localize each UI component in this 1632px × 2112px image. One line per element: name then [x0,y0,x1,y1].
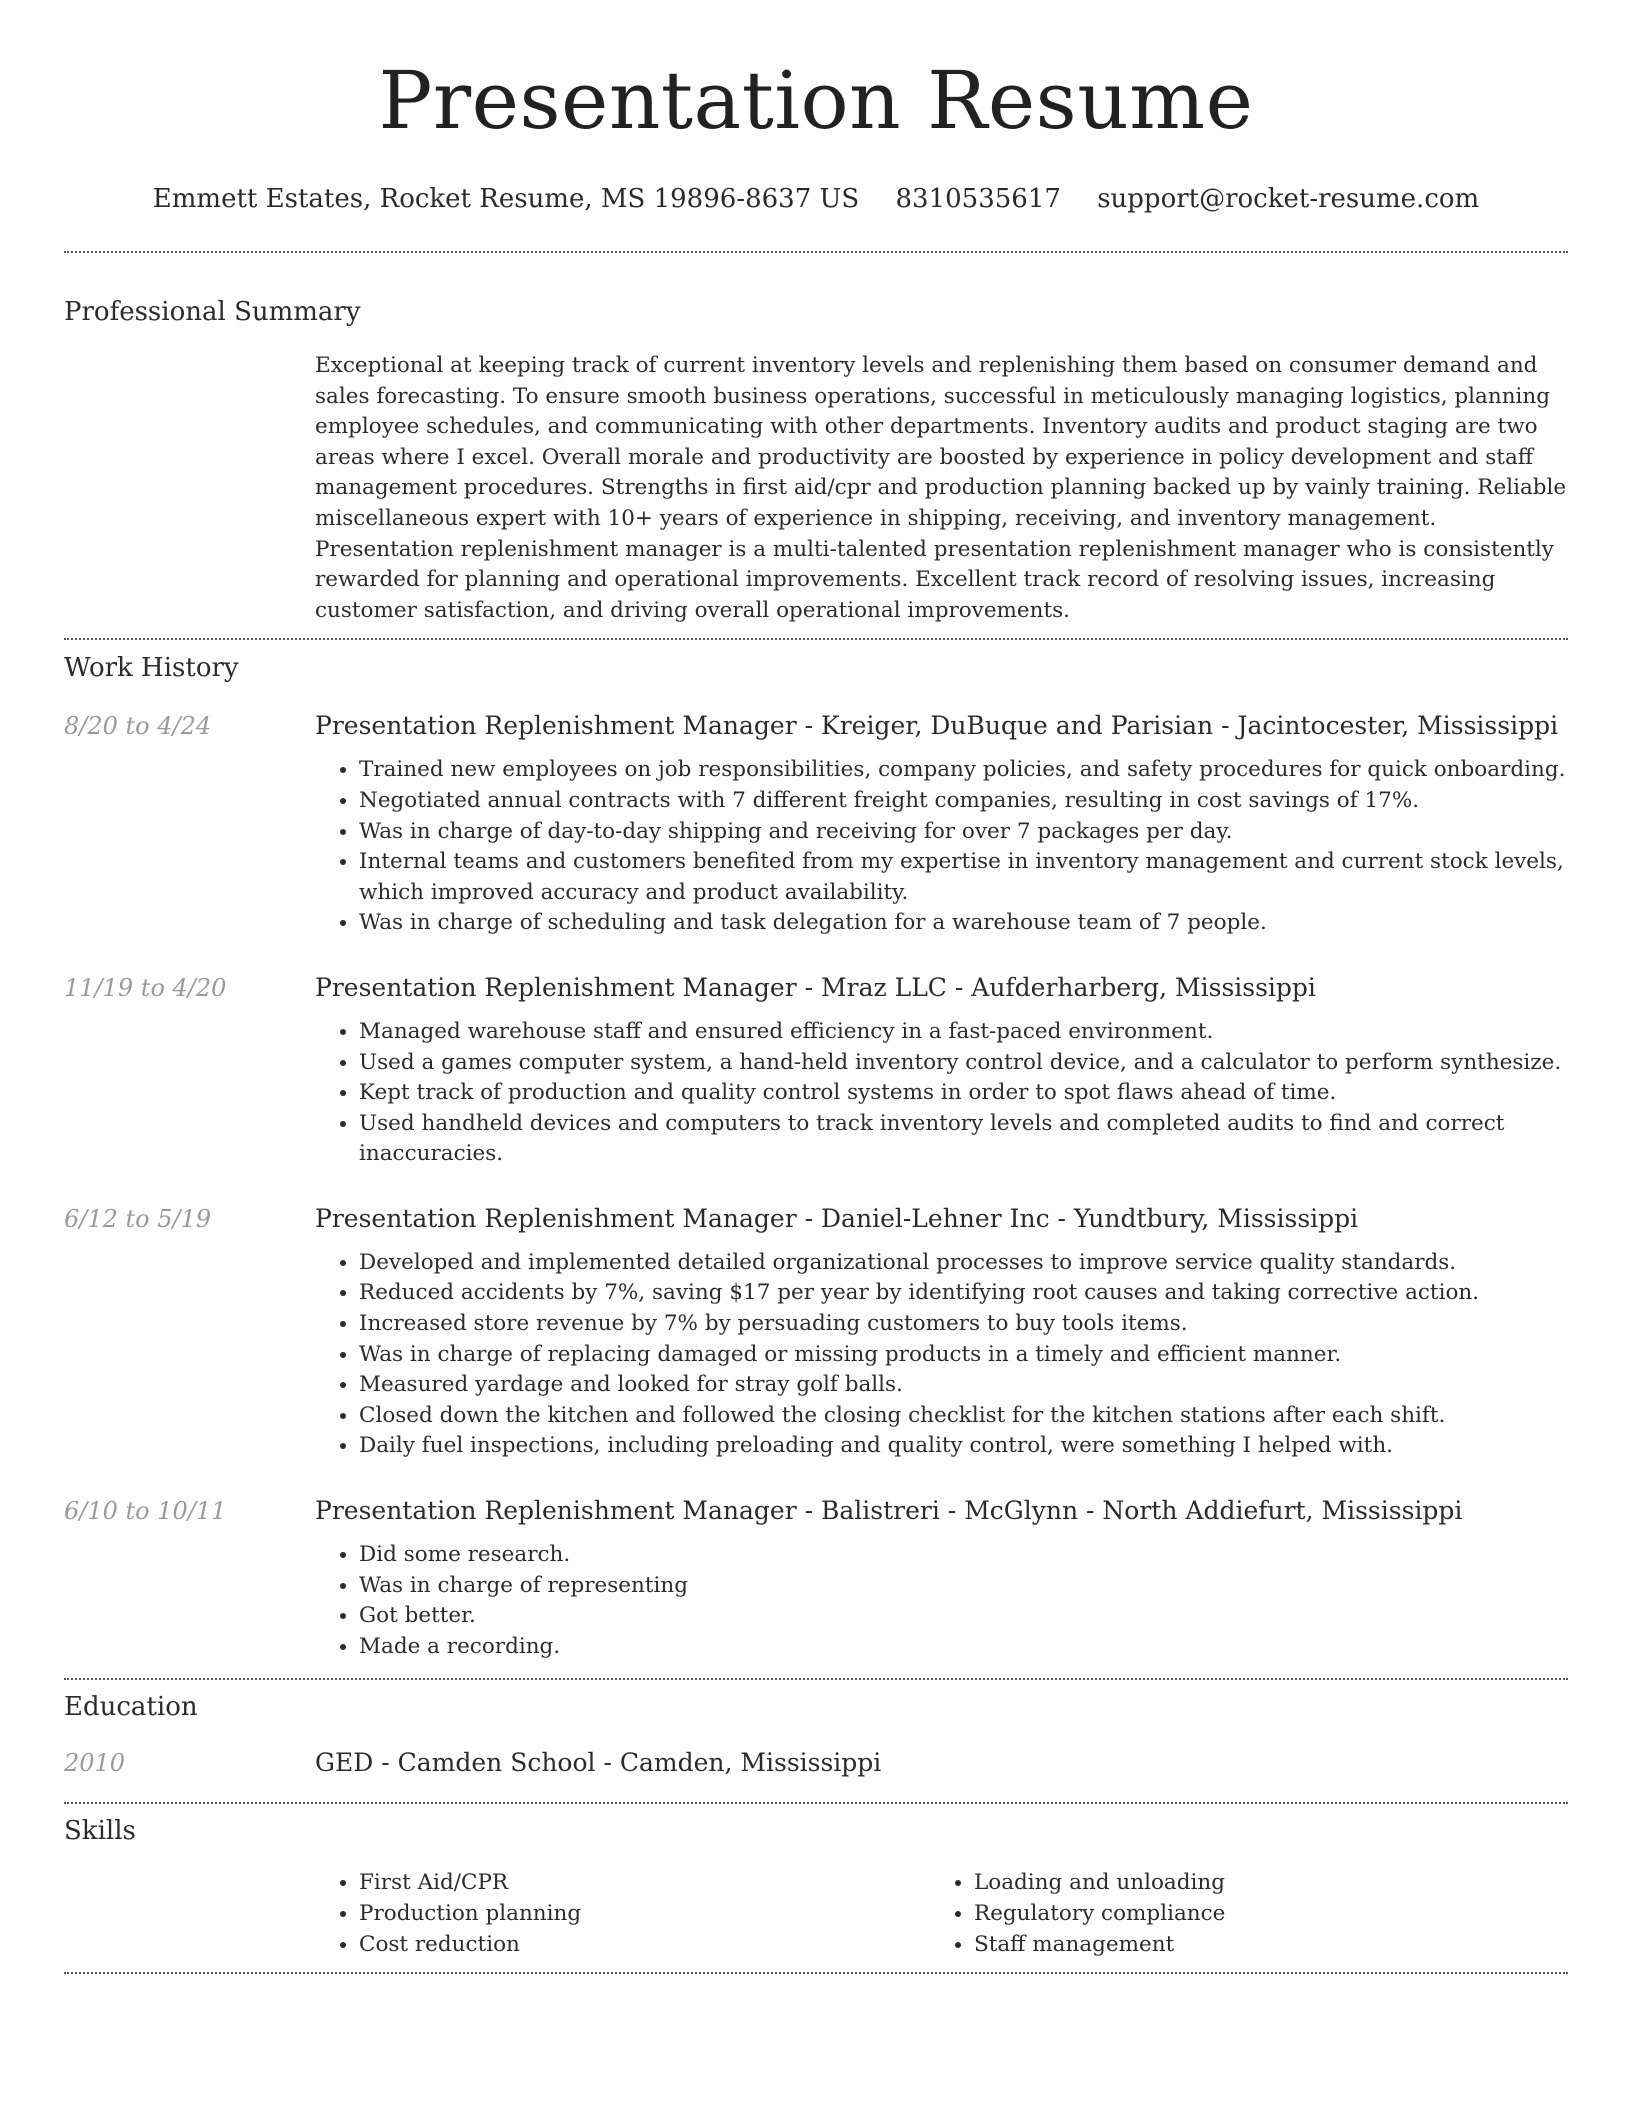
work-entry [64,1202,1568,1462]
work-entry [64,971,1568,1170]
bullet-item: • Got better. [359,1601,1568,1632]
work-history-heading: Work History [64,653,239,684]
contact-line [64,182,1568,216]
work-entry [64,709,1568,939]
bullet-item: • Daily fuel inspections, including preloading and quality control, were something I helped with. [359,1431,1568,1462]
summary-heading: Professional Summary [64,297,361,327]
work-entry-body [315,971,1568,1170]
summary-text: Exceptional at keeping track of current inventory levels and replenishing them based on consumer demand and sales forecasting. To ensure smooth business operations, successful in meticulously managing logistics, planning employee schedules, and communicating with other departments. Inventory audits and product staging are two areas where I excel. Overall morale and productivity are boosted by experience in policy development and staff management procedures. Strengths in first aid/cpr and production planning backed up by vainly training. Reliable miscellaneous expert with 10+ years of experience in shipping, receiving, and inventory management. Presentation replenishment manager is a multi-talented presentation replenishment manager who is consistently rewarded for planning and operational improvements. Excellent track record of resolving issues, increasing customer satisfaction, and driving overall operational improvements. [315,353,1567,623]
bullet-item: • Measured yardage and looked for stray golf balls. [359,1370,1568,1401]
education-entry [64,1746,1568,1780]
education-detail: GED - Camden School - Camden, Mississippi [315,1748,882,1778]
work-entry-body [315,709,1568,939]
bullet-item: • Increased store revenue by 7% by persuading customers to buy tools items. [359,1309,1568,1340]
education-heading: Education [64,1692,198,1723]
bullet-item: • Was in charge of representing [359,1571,1568,1602]
contact-address: Emmett Estates, Rocket Resume, MS 19896-8637 US [152,184,860,214]
contact-phone: 8310535617 [895,184,1061,214]
skill-item: • Staff management [974,1930,1545,1961]
work-entry-dates: 6/10 to 10/11 [64,1497,227,1526]
bullet-item: • Trained new employees on job responsibilities, company policies, and safety procedures for quick onboarding. [359,755,1568,786]
bullet-item: • Closed down the kitchen and followed the closing checklist for the kitchen stations after each shift. [359,1401,1568,1432]
skill-item: • First Aid/CPR [359,1868,930,1899]
resume-title: Presentation Resume [378,54,1254,147]
bullet-item: • Managed warehouse staff and ensured efficiency in a fast-paced environment. [359,1017,1568,1048]
bullet-item: • Was in charge of day-to-day shipping and receiving for over 7 packages per day. [359,817,1568,848]
work-entry-bullets [315,1248,1568,1462]
bullet-item: • Did some research. [359,1540,1568,1571]
work-entry-bullets [315,1017,1568,1170]
skills-column-left [315,1868,930,1960]
work-entry-title: Presentation Replenishment Manager - Kreiger, DuBuque and Parisian - Jacintocester, Mississippi [315,711,1559,741]
work-entry-bullets [315,755,1568,939]
skill-item: • Cost reduction [359,1930,930,1961]
work-entry-title: Presentation Replenishment Manager - Mraz LLC - Aufderharberg, Mississippi [315,972,1316,1002]
skill-item: • Production planning [359,1899,930,1930]
bullet-item: • Developed and implemented detailed organizational processes to improve service quality standards. [359,1248,1568,1279]
section-divider [64,1678,1568,1680]
work-entry-body [315,1202,1568,1462]
bullet-item: • Used a games computer system, a hand-held inventory control device, and a calculator to perform synthesize. [359,1048,1568,1079]
bullet-item: • Kept track of production and quality control systems in order to spot flaws ahead of time. [359,1078,1568,1109]
education-body [315,1746,1568,1780]
bullet-item: • Negotiated annual contracts with 7 different freight companies, resulting in cost savings of 17%. [359,786,1568,817]
skills-heading: Skills [64,1816,136,1847]
skills-grid [315,1868,1568,1960]
bullet-item: • Made a recording. [359,1632,1568,1663]
bullet-item: • Used handheld devices and computers to track inventory levels and completed audits to find and correct inaccuracies. [359,1109,1568,1170]
skill-item: • Regulatory compliance [974,1899,1545,1930]
bullet-item: • Was in charge of scheduling and task delegation for a warehouse team of 7 people. [359,908,1568,939]
work-entry-dates: 6/12 to 5/19 [64,1204,212,1233]
work-entry-body [315,1494,1568,1662]
section-divider [64,1802,1568,1804]
bullet-item: • Reduced accidents by 7%, saving $17 per year by identifying root causes and taking corrective action. [359,1278,1568,1309]
bullet-item: • Internal teams and customers benefited from my expertise in inventory management and current stock levels, which improved accuracy and product availability. [359,847,1568,908]
work-entry-title: Presentation Replenishment Manager - Balistreri - McGlynn - North Addiefurt, Mississippi [315,1496,1463,1526]
work-entry-dates: 11/19 to 4/20 [64,973,227,1002]
work-entry [64,1494,1568,1662]
work-entry-title: Presentation Replenishment Manager - Daniel-Lehner Inc - Yundtbury, Mississippi [315,1203,1359,1233]
work-entry-dates: 8/20 to 4/24 [64,712,212,741]
section-divider [64,251,1568,253]
section-divider [64,638,1568,640]
bullet-item: • Was in charge of replacing damaged or missing products in a timely and efficient manner. [359,1340,1568,1371]
contact-email: support@rocket-resume.com [1097,184,1480,214]
education-year: 2010 [64,1749,126,1778]
skills-column-right [930,1868,1545,1960]
work-entry-bullets [315,1540,1568,1662]
skill-item: • Loading and unloading [974,1868,1545,1899]
section-divider [64,1972,1568,1974]
